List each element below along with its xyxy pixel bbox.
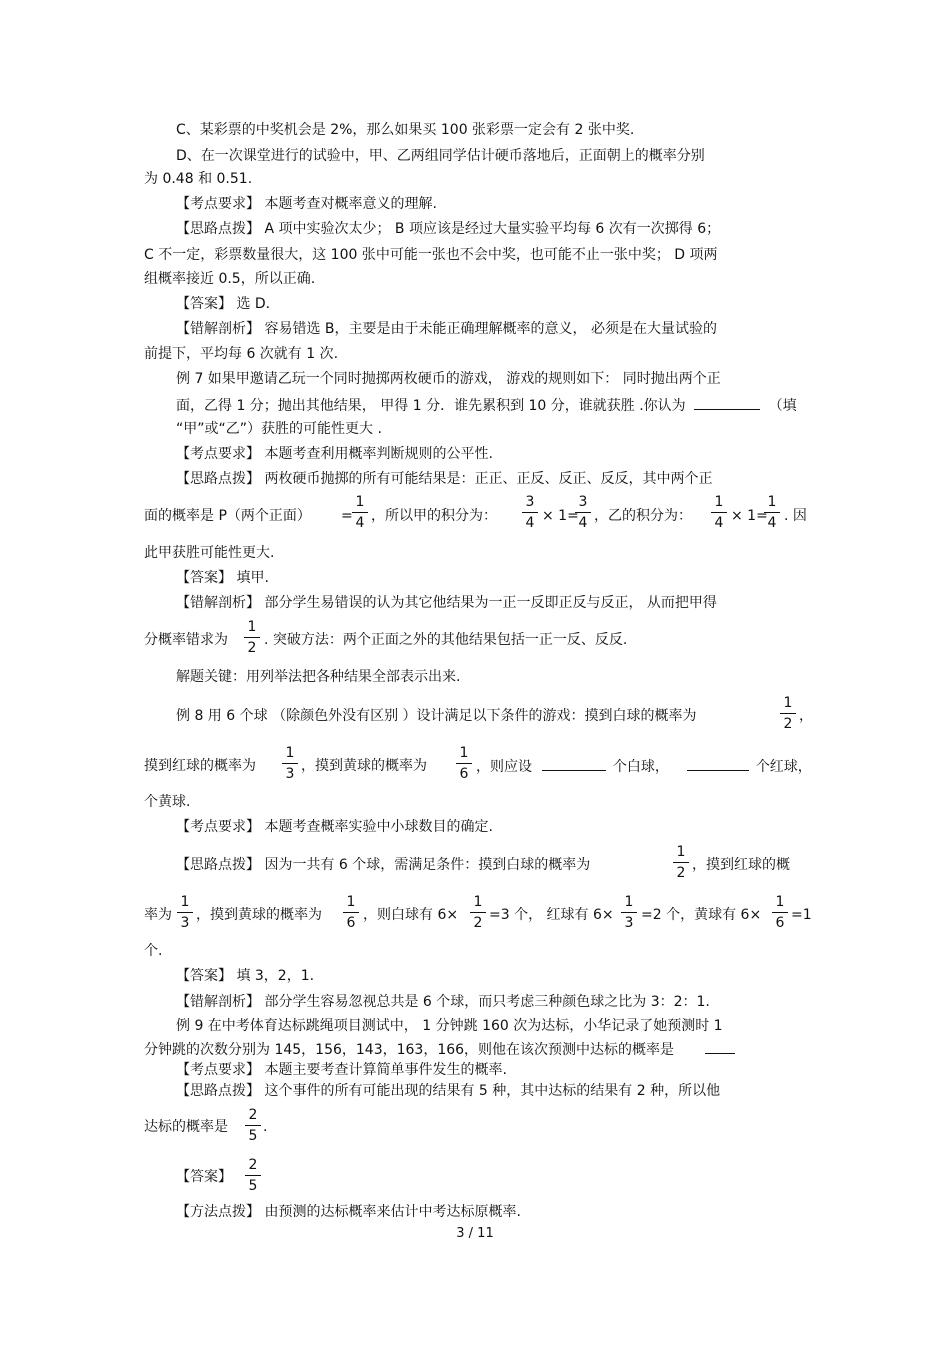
fraction-1-3: 1 3	[177, 893, 193, 932]
example-8-text: ，则应设	[476, 759, 532, 775]
error-analysis: 【错解剖析】 容易错选 B，主要是由于未能正确理解概率的意义， 必须是在大量试验的	[176, 321, 717, 337]
fraction-1-2: 1 2	[673, 843, 689, 882]
fraction-1-4: 1 4	[764, 493, 780, 532]
hint-cont-2: 组概率接近 0.5，所以正确.	[144, 271, 316, 287]
example-7-text-2: （填	[768, 398, 797, 414]
hint-text: ，摸到红球的概	[692, 857, 790, 873]
answer-blank	[694, 395, 760, 410]
example-7-cont-2: “甲”或“乙”）获胜的可能性更大 .	[176, 421, 382, 437]
key-point: 【考点要求】 本题考查利用概率判断规则的公平性.	[176, 446, 493, 462]
example-7-text: 面，乙得 1 分；抛出其他结果， 甲得 1 分．谁先累积到 10 分，谁就获胜 .你认为	[176, 398, 686, 414]
example-8: 例 8 用 6 个球 （除颜色外没有区别 ）设计满足以下条件的游戏：摸到白球的概率为	[176, 708, 697, 724]
hint-text: =1	[791, 907, 812, 923]
error-analysis-cont: 分概率错求为	[144, 632, 228, 648]
times-text: × 1=	[542, 508, 579, 524]
hint-text: .	[263, 1119, 268, 1135]
hint-cont: 达标的概率是	[144, 1119, 228, 1135]
hint-text: ，所以甲的积分为：	[371, 508, 497, 524]
example-9-cont	[144, 1039, 735, 1060]
fraction-1-4: 1 4	[711, 493, 727, 532]
method-hint: 【方法点拨】 由预测的达标概率来估计中考达标原概率.	[176, 1204, 521, 1220]
example-7: 例 7 如果甲邀请乙玩一个同时抛掷两枚硬币的游戏， 游戏的规则如下： 同时抛出两个正	[176, 371, 721, 387]
answer-blank	[542, 756, 606, 771]
fraction-1-6: 1 6	[456, 744, 472, 783]
key-point: 【考点要求】 本题考查对概率意义的理解.	[176, 196, 437, 212]
error-analysis: 【错解剖析】 部分学生易错误的认为其它他结果为一正一反即正反与反正， 从而把甲得	[176, 595, 717, 611]
equals-sign: =	[341, 508, 353, 524]
hint-text: ，则白球有 6×	[363, 907, 459, 923]
fraction-1-6: 1 6	[343, 893, 359, 932]
example-8-text: 个白球，	[612, 759, 669, 775]
option-d: D、在一次课堂进行的试验中，甲、乙两组同学估计硬币落地后，正面朝上的概率分别	[176, 148, 705, 164]
fraction-1-2: 1 2	[244, 618, 260, 657]
answer: 【答案】 填甲.	[176, 570, 269, 586]
option-d-cont: 为 0.48 和 0.51.	[144, 171, 253, 187]
key-point: 【考点要求】 本题考查概率实验中小球数目的确定.	[176, 819, 493, 835]
answer-blank	[687, 756, 749, 771]
fraction-3-4: 3 4	[575, 493, 591, 532]
example-9-text: 分钟跳的次数分别为 145，156，143，163，166，则他在该次预测中达标的概率是	[144, 1042, 675, 1058]
example-9: 例 9 在中考体育达标跳绳项目测试中， 1 分钟跳 160 次为达标，小华记录了她预测时 1	[176, 1018, 723, 1034]
example-8-text: 个红球，	[755, 759, 812, 775]
key-point: 【考点要求】 本题主要考查计算简单事件发生的概率.	[176, 1062, 507, 1078]
hint-cont: C 不一定，彩票数量很大，这 100 张中可能一张也不会中奖，也可能不止一张中奖； D 项两	[144, 247, 718, 263]
answer: 【答案】	[176, 1169, 232, 1185]
fraction-1-2: 1 2	[780, 694, 796, 733]
times-text: × 1=	[731, 508, 768, 524]
error-analysis: 【错解剖析】 部分学生容易忽视总共是 6 个球，而只考虑三种颜色球之比为 3：2：1.	[176, 994, 710, 1010]
hint-text: =3 个， 红球有 6×	[489, 907, 614, 923]
fraction-1-6: 1 6	[772, 893, 788, 932]
hint-cont: 个.	[144, 943, 163, 959]
hint: 【思路点拨】 两枚硬币抛掷的所有可能结果是：正正、正反、反正、反反，其中两个正	[176, 471, 713, 487]
answer-blank	[705, 1039, 735, 1054]
fraction-2-5: 2 5	[245, 1156, 261, 1195]
hint: 【思路点拨】 因为一共有 6 个球，需满足条件：摸到白球的概率为	[176, 857, 591, 873]
hint-text: 面的概率是 P（两个正面）	[144, 508, 311, 524]
fraction-3-4: 3 4	[522, 493, 538, 532]
hint-cont: 率为	[144, 907, 172, 923]
option-c: C、某彩票的中奖机会是 2%，那么如果买 100 张彩票一定会有 2 张中奖.	[176, 122, 635, 138]
example-8-text: ，	[799, 708, 813, 724]
hint-text: ，摸到黄球的概率为	[196, 907, 322, 923]
hint-text: ，乙的积分为：	[594, 508, 692, 524]
error-analysis-cont: . 突破方法：两个正面之外的其他结果包括一正一反、反反.	[264, 632, 628, 648]
fraction-1-2: 1 2	[470, 893, 486, 932]
fraction-1-3: 1 3	[282, 744, 298, 783]
fraction-1-3: 1 3	[621, 893, 637, 932]
example-8-cont: ，摸到黄球的概率为	[301, 758, 427, 774]
answer: 【答案】 选 D．	[176, 296, 280, 312]
fraction-1-4: 1 4	[352, 493, 368, 532]
example-8-cont: 摸到红球的概率为	[144, 758, 256, 774]
page-number: 3 / 11	[456, 1226, 494, 1241]
fraction-2-5: 2 5	[245, 1106, 261, 1145]
example-7-cont	[176, 395, 797, 416]
hint-text: =2 个，黄球有 6×	[641, 907, 762, 923]
hint-text: . 因	[784, 508, 807, 524]
hint: 【思路点拨】 这个事件的所有可能出现的结果有 5 种，其中达标的结果有 2 种，所以他	[176, 1083, 721, 1099]
hint: 【思路点拨】 A 项中实验次太少； B 项应该是经过大量实验平均每 6 次有一次掷得 6；	[176, 221, 721, 237]
example-8-cont-2: 个黄球.	[144, 794, 191, 810]
hint-cont: 此甲获胜可能性更大.	[144, 545, 275, 561]
key-solution: 解题关键：用列举法把各种结果全部表示出来.	[176, 669, 461, 685]
answer: 【答案】 填 3，2，1.	[176, 968, 315, 984]
example-8-cont	[476, 756, 812, 777]
error-analysis-cont: 前提下，平均每 6 次就有 1 次.	[144, 346, 339, 362]
